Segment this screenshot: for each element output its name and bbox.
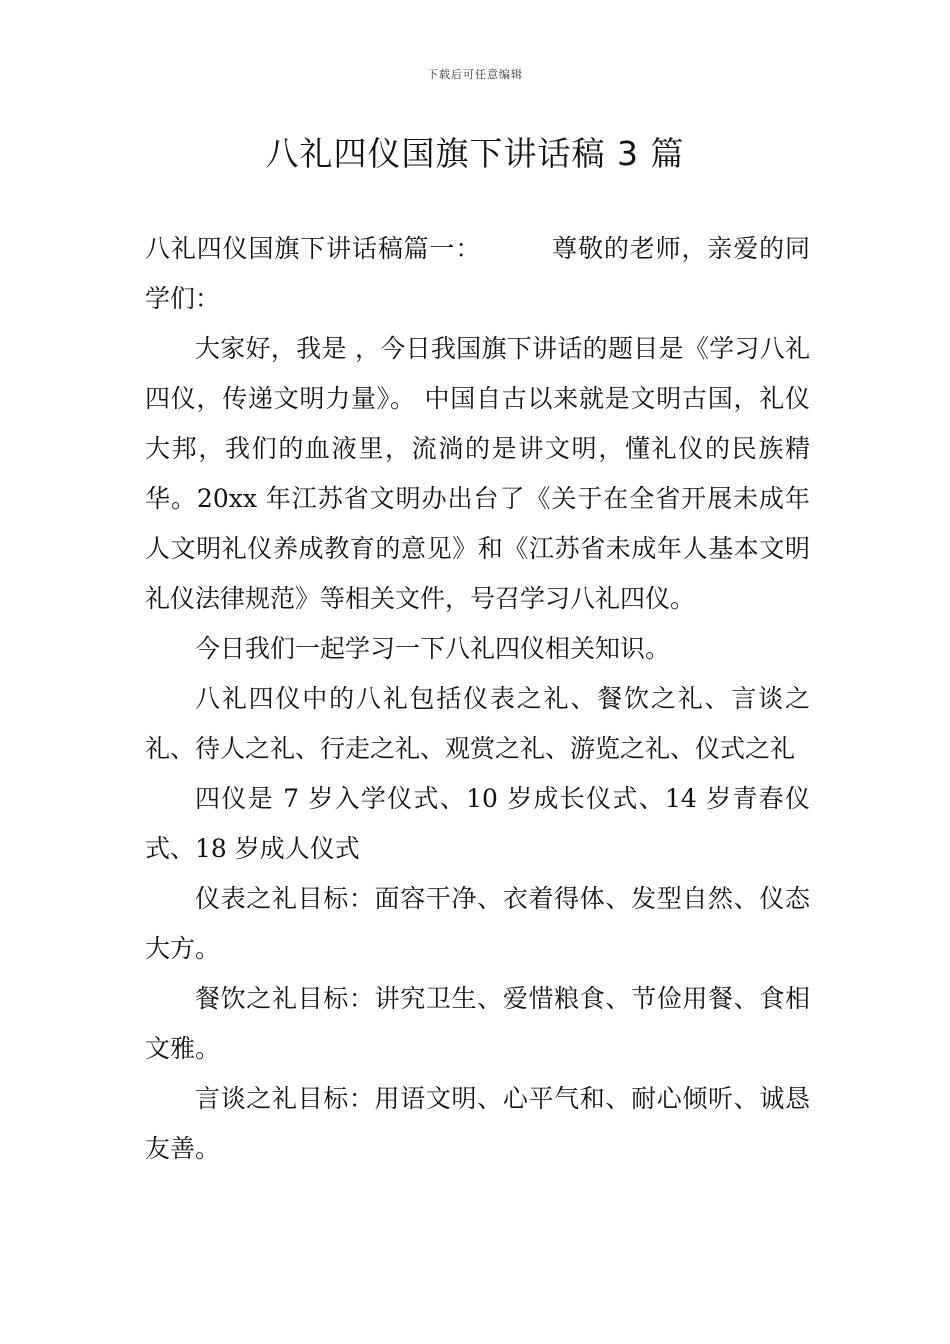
- section-heading: 八礼四仪国旗下讲话稿篇一：: [145, 234, 482, 263]
- paragraph-intro: 大家好，我是 ，今日我国旗下讲话的题目是《学习八礼四仪，传递文明力量》。 中国自古以来就是文明古国，礼仪大邦，我们的血液里，流淌的是讲文明，懂礼仪的民族精华。20xx 年江苏省文明办出台了《关于在全省开展未成年人文明礼仪养成教育的意见》和《江苏省未成年人基本文明礼仪法律规范》等相关文件，号召学习八礼四仪。: [145, 334, 810, 613]
- paragraph-appearance: 仪表之礼目标：面容干净、衣着得体、发型自然、仪态大方。: [145, 884, 810, 963]
- paragraph-eight-rites: 八礼四仪中的八礼包括仪表之礼、餐饮之礼、言谈之礼、待人之礼、行走之礼、观赏之礼、游览之礼、仪式之礼: [145, 684, 810, 763]
- paragraph-four-ceremonies: 四仪是 7 岁入学仪式、10 岁成长仪式、14 岁青春仪式、18 岁成人仪式: [145, 784, 810, 863]
- paragraph-dining: 餐饮之礼目标：讲究卫生、爱惜粮食、节俭用餐、食相文雅。: [145, 984, 810, 1063]
- paragraph-speech: 言谈之礼目标：用语文明、心平气和、耐心倾听、诚恳友善。: [145, 1084, 810, 1163]
- greeting: 尊敬的老师，亲爱的同学们：: [145, 234, 810, 313]
- document-body: [145, 224, 810, 1174]
- document-title: 八礼四仪国旗下讲话稿 3 篇: [265, 134, 685, 173]
- paragraph-today: 今日我们一起学习一下八礼四仪相关知识。: [195, 634, 671, 663]
- header-note: 下载后可任意编辑: [427, 68, 523, 81]
- opening-paragraph: [145, 224, 810, 324]
